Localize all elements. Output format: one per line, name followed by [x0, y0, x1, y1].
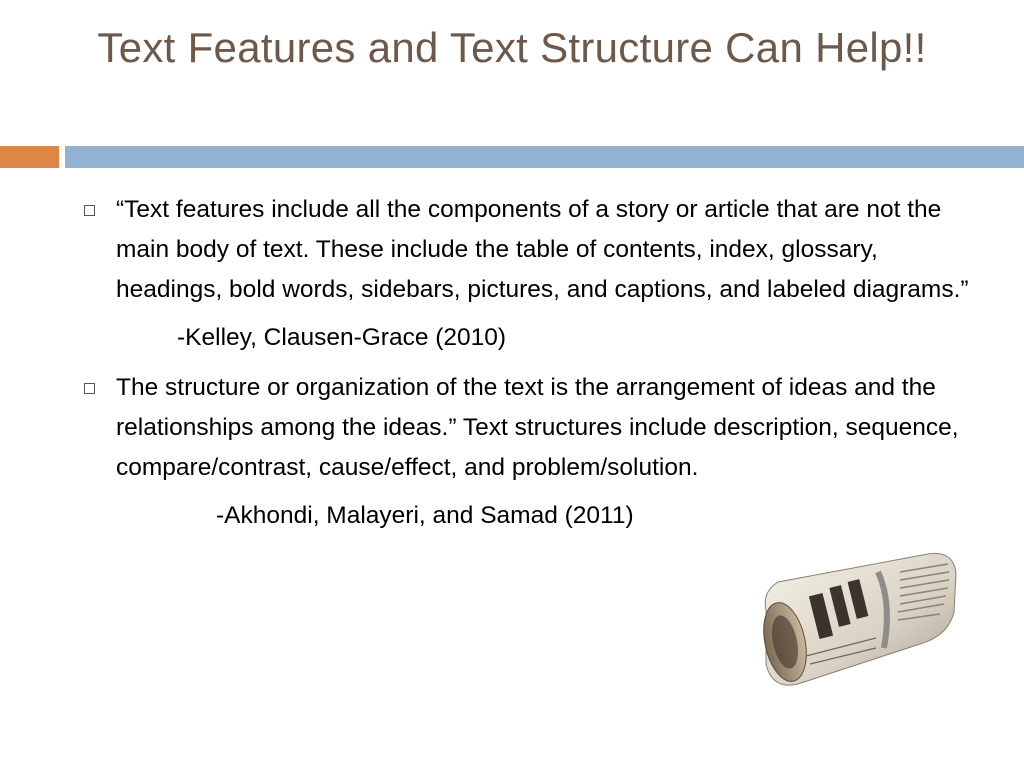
- bullet-item: [84, 190, 974, 358]
- citation: -Akhondi, Malayeri, and Samad (2011): [216, 502, 634, 529]
- slide-title: Text Features and Text Structure Can Help!!: [97, 24, 927, 71]
- bullet-text: The structure or organization of the text is the arrangement of ideas and the relationships among the ideas.” Text structures include description, sequence, compare/contrast, cause/effect, and problem/solution.: [116, 374, 959, 481]
- bullet-item: [84, 368, 974, 536]
- hollow-square-bullet-icon: [84, 383, 95, 394]
- rolled-newspaper-icon: [758, 552, 958, 688]
- slide-body: [84, 190, 974, 536]
- bullet-text: “Text features include all the components of a story or article that are not the main body of text. These include the table of contents, index, glossary, headings, bold words, sidebars, pictures, and captions, and labeled diagrams.”: [116, 196, 969, 303]
- citation: -Kelley, Clausen-Grace (2010): [177, 324, 507, 351]
- hollow-square-bullet-icon: [84, 205, 95, 216]
- accent-bar-orange: [0, 146, 59, 168]
- accent-bar-blue: [65, 146, 1024, 168]
